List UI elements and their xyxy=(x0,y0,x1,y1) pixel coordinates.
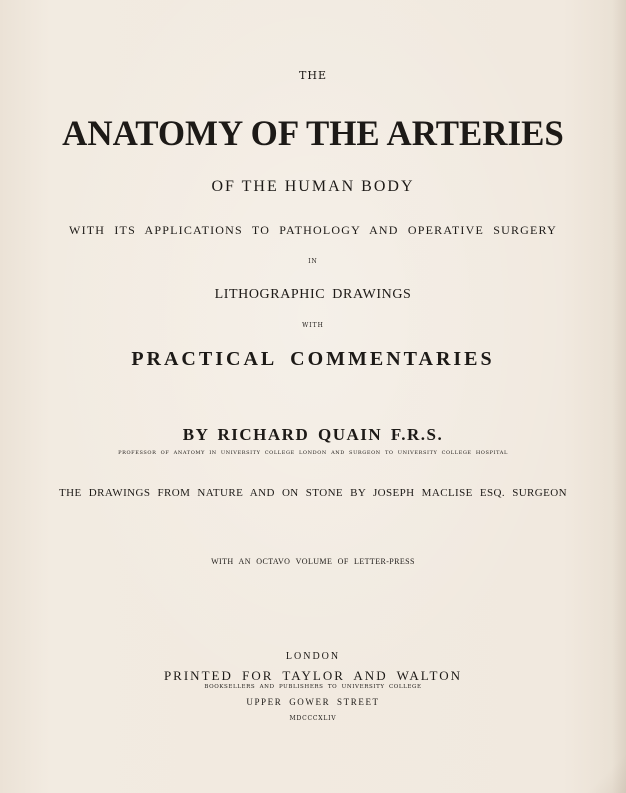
imprint-city: LONDON xyxy=(285,651,341,662)
imprint-date: MDCCCXLIV xyxy=(289,715,337,722)
practical-commentaries-line: PRACTICAL COMMENTARIES xyxy=(131,348,495,370)
octavo-volume-line: WITH AN OCTAVO VOLUME OF LETTER-PRESS xyxy=(211,557,415,566)
author-line: BY RICHARD QUAIN F.R.S. xyxy=(182,425,444,444)
in-line: IN xyxy=(308,258,318,265)
imprint-address: UPPER GOWER STREET xyxy=(246,697,380,707)
imprint-booksellers: BOOKSELLERS AND PUBLISHERS TO UNIVERSITY COLLEGE xyxy=(204,684,422,690)
author-credentials: PROFESSOR OF ANATOMY IN UNIVERSITY COLLEGE LONDON AND SURGEON TO UNIVERSITY COLLEGE HOSPITAL xyxy=(118,450,508,456)
subtitle: OF THE HUMAN BODY xyxy=(211,178,415,195)
applications-line: WITH ITS APPLICATIONS TO PATHOLOGY AND OPERATIVE SURGERY xyxy=(69,223,557,237)
imprint-publisher: PRINTED FOR TAYLOR AND WALTON xyxy=(163,668,463,683)
main-title: ANATOMY OF THE ARTERIES xyxy=(62,113,564,153)
with-line: WITH xyxy=(302,322,324,329)
lithographic-line: LITHOGRAPHIC DRAWINGS xyxy=(214,287,412,302)
page-corner-shade xyxy=(586,733,626,793)
article-line: THE xyxy=(299,69,327,82)
illustrator-line: THE DRAWINGS FROM NATURE AND ON STONE BY JOSEPH MACLISE ESQ. SURGEON xyxy=(59,487,567,499)
